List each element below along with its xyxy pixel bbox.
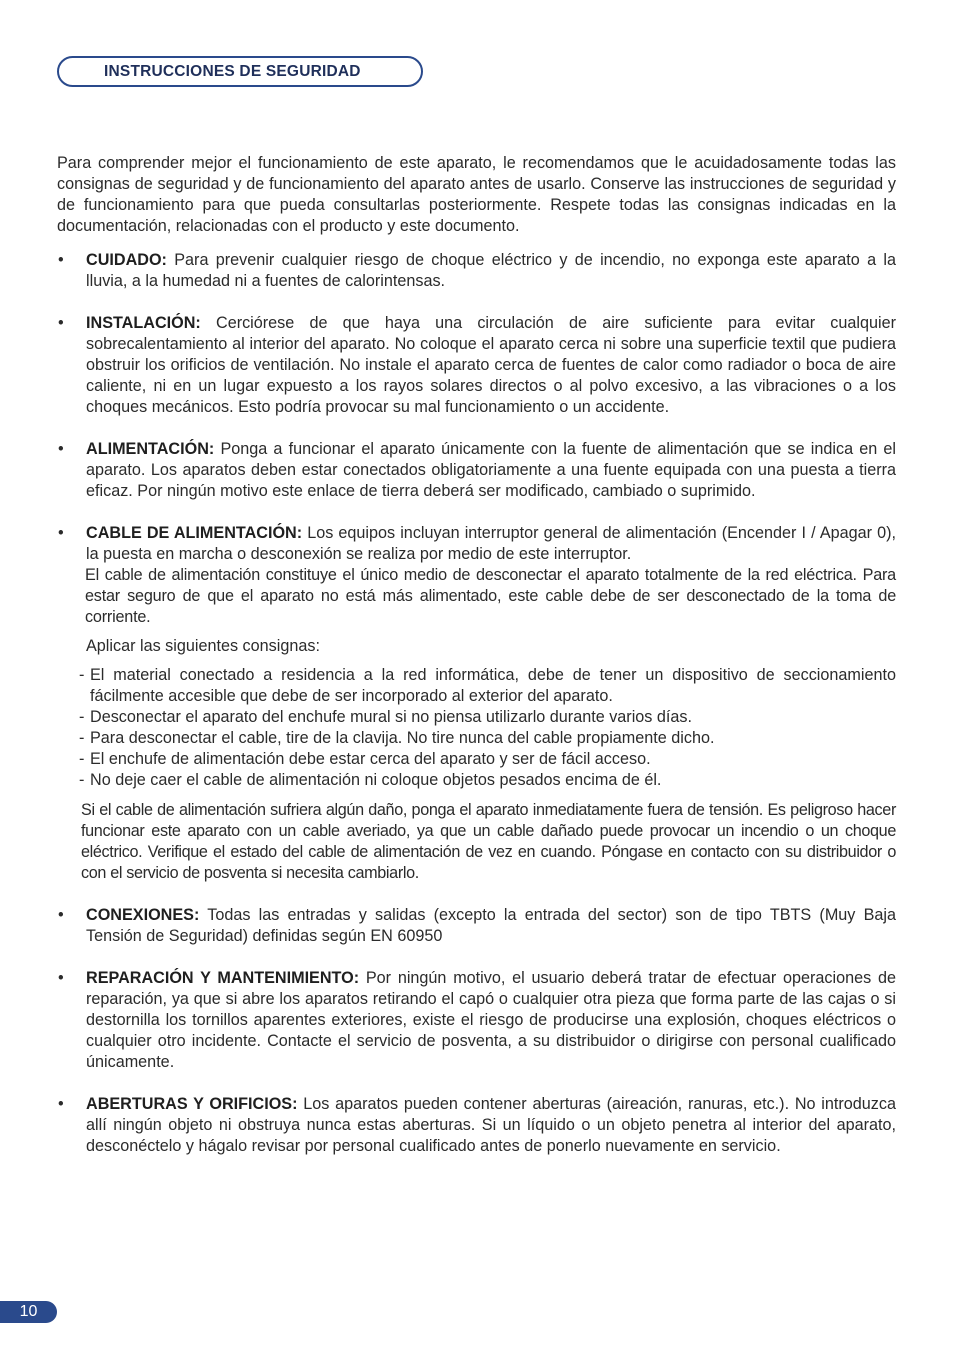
bullet-label: INSTALACIÓN: [86, 314, 201, 332]
bullet-dot: • [58, 1095, 64, 1113]
consignas-intro: Aplicar las siguientes consignas: [86, 637, 320, 655]
bullet-conexiones [57, 905, 896, 947]
page-number-tab: 10 [0, 1301, 57, 1323]
section-header-box [57, 56, 423, 87]
bullet-label: CUIDADO: [86, 251, 167, 269]
bullet-alimentacion [57, 439, 896, 502]
bullet-label: CABLE DE ALIMENTACIÓN: [86, 524, 303, 542]
bullet-dot: • [58, 251, 64, 269]
list-item: - El enchufe de alimentación debe estar cerca del aparato y ser de fácil acceso. [79, 749, 896, 770]
bullet-text: Los equipos incluyan interruptor general de alimentación (Encender I / Apagar 0), la puesta en marcha o desconexión se realiza por medio de este interruptor. [86, 524, 897, 563]
bullet-dot: • [58, 440, 64, 458]
bullet-dot: • [58, 524, 64, 542]
bullet-dot: • [58, 314, 64, 332]
bullet-text: Cerciórese de que haya una circulación de aire suficiente para evitar cualquier sobrecalentamiento al interior del aparato. No coloque el aparato cerca ni sobre una superficie textil que pudiera obstruir los orificios de ventilación. No instale el aparato cerca de fuentes de calor como radiador o boca de aire caliente, ni en un lugar expuesto a los rayos solares directos o al polvo excesivo, a las vibraciones o a los choques mecánicos. Esto podría provocar su mal funcionamiento o un accidente. [86, 314, 896, 416]
consignas-list [79, 665, 896, 791]
bullet-text: Ponga a funcionar el aparato únicamente con la fuente de alimentación que se indica en el aparato. Los aparatos deben estar conectados obligatoriamente a una fuente equipada con una puesta a tierra eficaz. Por ningún motivo este enlace de tierra deberá ser modificado, cambiado o suprimido. [86, 440, 896, 500]
bullet-cable-alimentacion [57, 523, 896, 565]
cable-warning-paragraph: Si el cable de alimentación sufriera algún daño, ponga el aparato inmediatamente fuera de tensión. Es peligroso hacer funcionar este aparato con un cable averiado, ya que un cable dañado puede provocar un incendio o un choque eléctrico. Verifique el estado del cable de alimentación de vez en cuando. Póngase en contacto con su distribuidor o con el servicio de posventa si necesita cambiarlo. [81, 801, 896, 882]
document-body [57, 153, 896, 1157]
bullet-text: Los aparatos pueden contener aberturas (aireación, ranuras, etc.). No introduzca allí ningún objeto ni obstruya nunca estas aberturas. Si un líquido o un objeto penetra al interior del aparato, desconéctelo y hágalo revisar por personal cualificado antes de ponerlo nuevamente en servicio. [86, 1095, 896, 1155]
list-item: - No deje caer el cable de alimentación ni coloque objetos pesados encima de él. [79, 770, 896, 791]
bullet-label: CONEXIONES: [86, 906, 200, 924]
bullet-label: REPARACIÓN Y MANTENIMIENTO: [86, 969, 360, 987]
bullet-instalacion [57, 313, 896, 418]
section-header-title: INSTRUCCIONES DE SEGURIDAD [104, 62, 361, 80]
bullet-dot: • [58, 969, 64, 987]
bullet-cuidado [57, 250, 896, 292]
list-item: - Desconectar el aparato del enchufe mural si no piensa utilizarlo durante varios días. [79, 707, 896, 728]
list-item: - El material conectado a residencia a la red informática, debe de tener un dispositivo de seccionamiento fácilmente accesible que debe de ser incorporado al exterior del aparato. [79, 665, 896, 707]
bullet-text: Por ningún motivo, el usuario deberá tratar de efectuar operaciones de reparación, ya que si abre los aparatos retirando el capó o cualquier otra pieza que forma parte de las cajas o si destornilla los tornillos aparentes exteriores, existe el riesgo de producirse una explosión, choques eléctricos o cualquier otro incidente. Contacte el servicio de posventa, a su distribuidor o dirigirse con personal cualificado únicamente. [86, 969, 896, 1071]
bullet-text: Para prevenir cualquier riesgo de choque eléctrico y de incendio, no exponga este aparato a la lluvia, a la humedad ni a fuentes de calorintensas. [86, 251, 896, 290]
bullet-label: ALIMENTACIÓN: [86, 440, 215, 458]
bullet-label: ABERTURAS Y ORIFICIOS: [86, 1095, 298, 1113]
cable-paragraph: El cable de alimentación constituye el único medio de desconectar el aparato totalmente de la red eléctrica. Para estar seguro de que el aparato no está más alimentado, este cable debe de ser desconectado de la toma de corriente. [85, 566, 896, 626]
intro-paragraph: Para comprender mejor el funcionamiento de este aparato, le recomendamos que le acuidadosamente todas las consignas de seguridad y de funcionamiento del aparato antes de usarlo. Conserve las instrucciones de seguridad y de funcionamiento para que pueda consultarlas posteriormente. Respete todas las consignas indicadas en la documentación, relacionadas con el producto y este documento. [57, 154, 896, 235]
bullet-text: Todas las entradas y salidas (excepto la entrada del sector) son de tipo TBTS (Muy Baja Tensión de Seguridad) definidas según EN 60950 [86, 906, 896, 945]
bullet-aberturas [57, 1094, 896, 1157]
bullet-reparacion [57, 968, 896, 1073]
bullet-dot: • [58, 906, 64, 924]
list-item: - Para desconectar el cable, tire de la clavija. No tire nunca del cable propiamente dicho. [79, 728, 896, 749]
